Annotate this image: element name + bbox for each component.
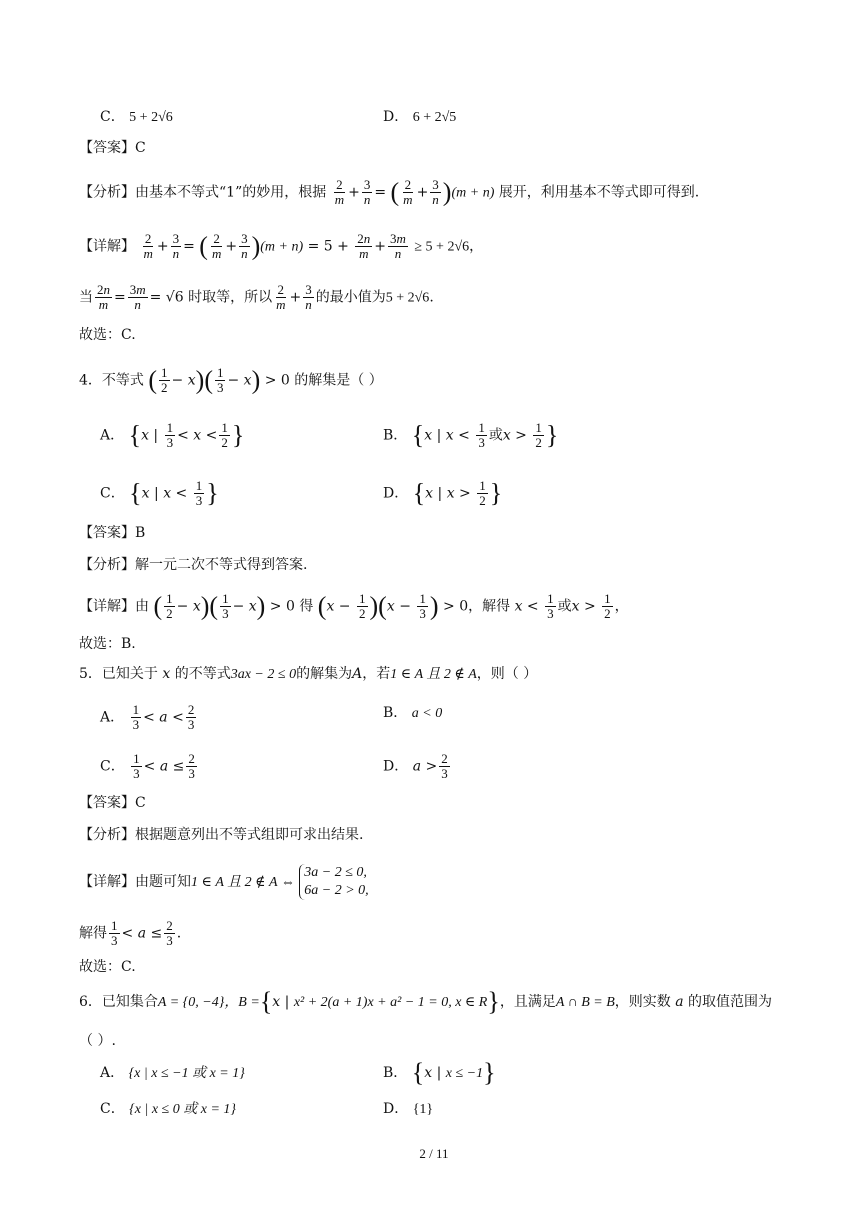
q5-option-c: C． $\frac{1}{3}$ < a ≤ $\frac{2}{3}$ [100,751,195,781]
q5-system: 3a − 2 ≤ 0, 6a − 2 > 0, [299,864,368,900]
q6-stem: 6．已知集合A = {0, −4}，B ={x | x² + 2(a + 1)x + a² − 1 = 0, x ∈ R}，且满足A ∩ B = B，则实数 a 的取值范围为 [79,987,773,1016]
q5-option-a: A． $\frac{1}{3}$ < a < $\frac{2}{3}$ [100,702,195,732]
q5-analysis: 【分析】根据题意列出不等式组即可求出结果. [79,827,364,843]
q3-analysis: 【分析】由基本不等式“1”的妙用，根据 $\frac{2}{m}$ + $\frac{3}{n}$ = ( $\frac{2}{m}$ + $\frac{3}{n}$ )(m + n) 展开，利用基本不等式即可得到. [79,177,700,207]
q3-answer: 【答案】C [79,140,146,156]
q4-option-d: D． {x | x > $\frac{1}{2}$ } [383,478,503,508]
q5-option-b: B． a < 0 [383,705,443,721]
q4-answer: 【答案】B [79,525,146,541]
q4-choice: 故选：B. [79,636,136,652]
q6-option-a: A． {x | x ≤ −1 或 x = 1} [100,1065,245,1081]
q5-solution: 解得 $\frac{1}{3}$ < a ≤ $\frac{2}{3}$ . [79,918,182,948]
q3-detail: 【详解】 $\frac{2}{m}$ + $\frac{3}{n}$ = ( $\frac{2}{m}$ + $\frac{3}{n}$ )(m + n) = 5 + $\frac{2n}{m}$ + $\frac{3m}{n}$ ≥ 5 + 2√6， [79,231,484,261]
q5-stem: 5．已知关于 x 的不等式3ax − 2 ≤ 0的解集为A，若1 ∈ A 且 2 ∉ A，则（ ） [79,666,538,682]
q5-choice: 故选：C. [79,959,136,975]
q6-option-b: B． {x | x ≤ −1} [383,1058,496,1087]
q4-stem: 4．不等式 ( $\frac{1}{2}$ − x)( $\frac{1}{3}$ − x) > 0 的解集是（ ） [79,365,383,395]
q3-option-d: D． 6 + 2√5 [383,109,457,125]
q5-answer: 【答案】C [79,795,146,811]
q3-equality: 当 $\frac{2n}{m}$ = $\frac{3m}{n}$ = √6 时取等，所以 $\frac{2}{m}$ + $\frac{3}{n}$ 的最小值为5 + 2√6. [79,282,434,312]
q4-option-c: C． {x | x < $\frac{1}{3}$ } [100,478,219,508]
page-number: 2 / 11 [419,1146,449,1161]
q4-option-b: B． {x | x < $\frac{1}{3}$ 或x > $\frac{1}{2}$ } [383,420,559,450]
q3-choice: 故选：C. [79,327,136,343]
q3-option-c: C． 5 + 2√6 [100,109,173,125]
q6-option-c: C． {x | x ≤ 0 或 x = 1} [100,1101,236,1117]
q6-stem-paren: （ ）. [79,1033,116,1049]
q4-analysis: 【分析】解一元二次不等式得到答案. [79,557,308,573]
q4-option-a: A． {x | $\frac{1}{3}$ < x < $\frac{1}{2}$ } [100,420,245,450]
q5-option-d: D． a > $\frac{2}{3}$ [383,751,448,781]
q4-detail: 【详解】由 ( $\frac{1}{2}$ − x)( $\frac{1}{3}$ − x) > 0 得 (x − $\frac{1}{2}$ )(x − $\frac{1}{3}$ ) > 0，解得 x < $\frac{1}{3}$ 或x > $\frac{1}{2}$ ， [79,591,629,621]
q6-option-d: D． {1} [383,1101,434,1117]
q5-detail: 【详解】由题可知1 ∈ A 且 2 ∉ A ⇔ 3a − 2 ≤ 0, 6a − 2 > 0, [79,865,369,898]
